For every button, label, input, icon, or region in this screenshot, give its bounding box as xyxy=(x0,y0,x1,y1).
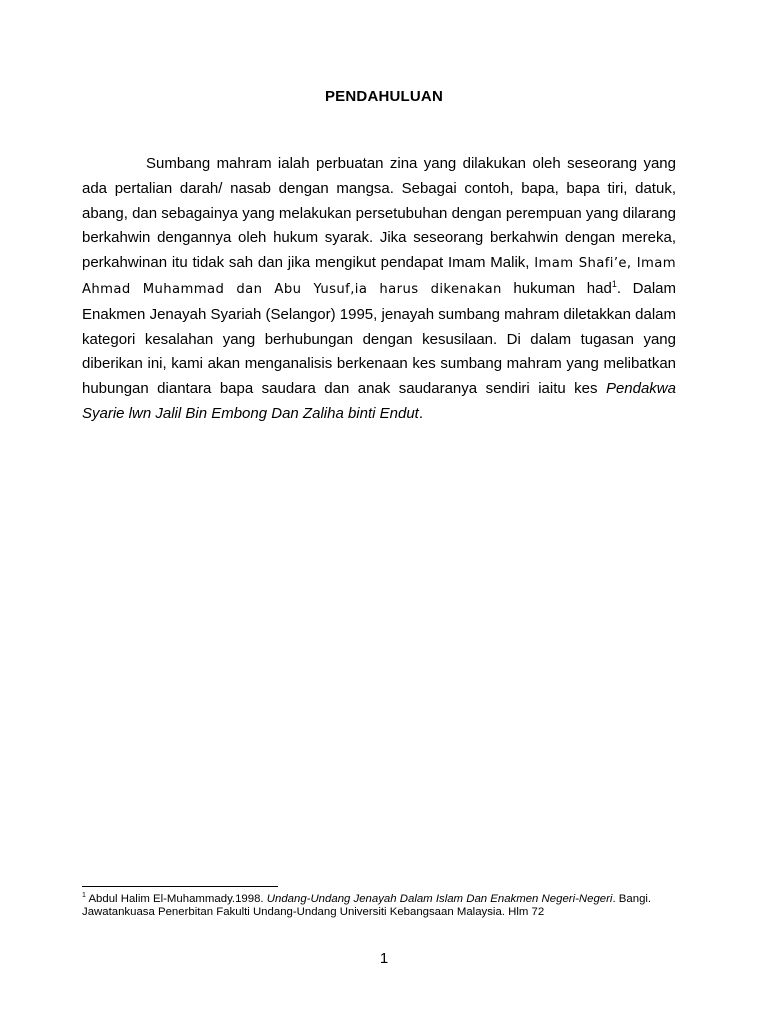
paragraph-part-3: hukuman had xyxy=(501,279,612,297)
paragraph-part-1: Sumbang mahram ialah perbuatan zina yang dilakukan oleh seseorang yang ada pertalian darah/ nasab dengan mangsa. Sebagai contoh, bapa, bapa tiri, datuk, abang, dan sebagainya yang melakukan persetubuhan dengan perempuan yang dilarang berkahwin dengannya oleh hukum syarak. Jika seseorang berkahwin dengan mereka, perkahwinan itu tidak sah dan jika mengikut pendapat Imam Malik, xyxy=(82,155,676,272)
footnote xyxy=(82,893,676,920)
footnote-book-title: Undang-Undang Jenayah Dalam Islam Dan Enakmen Negeri-Negeri xyxy=(266,893,613,905)
paragraph-part-4: . Dalam Enakmen Jenayah Syariah (Selangor) 1995, jenayah sumbang mahram diletakkan dalam kategori kesalahan yang berhubungan dengan kesusilaan. Di dalam tugasan yang diberikan ini, kami akan menganalisis berkenaan kes sumbang mahram yang melibatkan hubungan diantara bapa saudara dan anak saudaranya sendiri iaitu kes xyxy=(82,279,676,398)
footnote-author-year: Abdul Halim El-Muhammady.1998. xyxy=(85,893,267,905)
footnote-publisher: . Bangi. Jawatankuasa Penerbitan Fakulti Undang-Undang Universiti Kebangsaan Malaysia. Hlm 72 xyxy=(82,893,652,919)
footnote-reference[interactable]: 1 xyxy=(611,278,617,289)
footnote-divider xyxy=(82,886,278,887)
paragraph-part-2: Imam Shafi’e, Imam Ahmad Muhammad dan Abu Yusuf,ia harus dikenakan xyxy=(82,256,676,297)
page-number: 1 xyxy=(379,950,389,967)
case-name: Pendakwa Syarie lwn Jalil Bin Embong Dan Zaliha binti Endut xyxy=(82,380,676,422)
footnote-number: 1 xyxy=(82,892,86,900)
page-title: PENDAHULUAN xyxy=(324,88,444,105)
body-paragraph xyxy=(82,152,676,427)
paragraph-end: . xyxy=(418,404,424,422)
